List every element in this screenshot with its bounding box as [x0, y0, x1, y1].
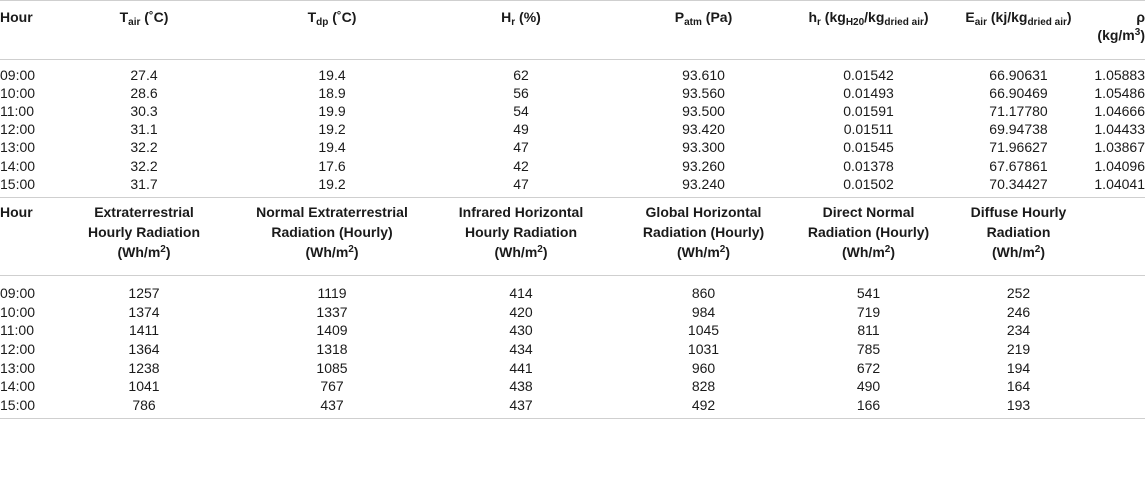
value-cell: 193 — [946, 396, 1091, 419]
value-cell: 70.34427 — [989, 175, 1048, 192]
value-cell: 32.2 — [130, 139, 158, 156]
hour-cell: 12:00 — [0, 341, 36, 358]
value-cell: 66.90469 — [989, 85, 1048, 102]
table-row — [0, 321, 1145, 340]
value-cell: 767 — [320, 378, 344, 395]
value-cell: 93.560 — [682, 85, 725, 102]
value-cell: 56 — [513, 85, 529, 102]
value-cell: 828 — [691, 378, 716, 395]
value-cell: 1409 — [316, 322, 348, 339]
value-cell: 234 — [1006, 322, 1031, 339]
value-cell: 19.2 — [318, 121, 346, 138]
table-row — [0, 340, 1145, 359]
value-cell — [1091, 358, 1145, 377]
value-cell: 490 — [856, 378, 881, 395]
value-cell — [1091, 377, 1145, 396]
hour-cell: 13:00 — [0, 359, 36, 376]
value-cell: 47 — [513, 175, 529, 192]
value-cell: 0.01542 — [843, 67, 894, 84]
table-row — [0, 102, 1145, 120]
table2-header-row — [0, 197, 1145, 275]
col-extraterrestrial-header: Extraterrestrial Hourly Radiation $(Wh/m^2)$ — [87, 203, 200, 260]
col-direct-normal-header: Direct Normal Radiation (Hourly) $(Wh/m^2)$ — [807, 203, 930, 260]
value-cell: 420 — [509, 303, 533, 320]
value-cell: 93.240 — [682, 175, 725, 192]
value-cell: 62 — [513, 67, 529, 84]
col-humidity-ratio-header: $h_r$ $(kg_{H20}/kg_{dried air})$ — [808, 9, 929, 28]
value-cell: 28.6 — [130, 85, 158, 102]
value-cell: 42 — [513, 157, 529, 174]
table-row — [0, 138, 1145, 156]
table-row — [0, 84, 1145, 102]
hour-cell: 12:00 — [0, 121, 36, 138]
value-cell: 31.1 — [130, 121, 158, 138]
value-cell: 860 — [691, 285, 716, 301]
col-empty-header — [1091, 197, 1145, 275]
value-cell: 1.04096 — [1094, 157, 1145, 174]
value-cell: 19.9 — [318, 103, 346, 120]
hour-cell: 15:00 — [0, 175, 36, 192]
value-cell: 31.7 — [130, 175, 158, 192]
value-cell — [1091, 340, 1145, 359]
hour-cell: 13:00 — [0, 139, 36, 156]
value-cell: 672 — [856, 359, 881, 376]
hour-cell: 15:00 — [0, 396, 50, 419]
value-cell: 30.3 — [130, 103, 158, 120]
value-cell: 1119 — [317, 285, 347, 301]
value-cell: 1257 — [128, 285, 160, 301]
col-diffuse-hourly-header: Diffuse Hourly Radiation $(Wh/m^2)$ — [970, 203, 1067, 260]
value-cell: 811 — [857, 322, 880, 339]
value-cell: 246 — [1006, 303, 1031, 320]
value-cell: 1031 — [687, 341, 720, 358]
value-cell: 27.4 — [130, 67, 158, 84]
value-cell: 0.01493 — [843, 85, 894, 102]
value-cell: 93.300 — [682, 139, 725, 156]
hour-cell: 14:00 — [0, 157, 36, 174]
value-cell: 1041 — [128, 378, 160, 395]
value-cell: 17.6 — [318, 157, 346, 174]
value-cell: 1364 — [128, 341, 160, 358]
value-cell: 492 — [616, 396, 791, 419]
value-cell: 0.01545 — [843, 139, 894, 156]
value-cell: 1.05883 — [1094, 67, 1145, 84]
value-cell: 1.04041 — [1094, 175, 1145, 192]
table-row — [0, 377, 1145, 396]
value-cell — [1091, 321, 1145, 340]
value-cell: 0.01502 — [843, 175, 894, 192]
value-cell: 1085 — [316, 359, 348, 376]
table1-header-row — [0, 1, 1145, 60]
value-cell: 71.96627 — [989, 139, 1048, 156]
value-cell: 0.01511 — [843, 121, 894, 138]
value-cell: 19.4 — [318, 139, 346, 156]
col-atmospheric-pressure-header: $P_{atm}$ (Pa) — [674, 9, 733, 28]
table-row — [0, 358, 1145, 377]
value-cell: 1238 — [128, 359, 160, 376]
table-row — [0, 275, 1145, 302]
value-cell: 67.67861 — [989, 157, 1048, 174]
value-cell: 1318 — [316, 341, 348, 358]
value-cell: 434 — [509, 341, 533, 358]
value-cell: 18.9 — [318, 85, 346, 102]
value-cell: 960 — [691, 359, 716, 376]
radiation-table — [0, 197, 1145, 420]
value-cell: 541 — [856, 285, 881, 301]
col-dew-point-header: $T_{dp}$ (˚C) — [307, 9, 357, 28]
table-row — [0, 156, 1145, 174]
value-cell — [1091, 396, 1145, 419]
hour-cell: 11:00 — [0, 322, 34, 339]
value-cell: 437 — [238, 396, 426, 419]
hour-cell: 11:00 — [0, 103, 34, 120]
value-cell: 719 — [856, 303, 881, 320]
table-row — [0, 302, 1145, 321]
value-cell: 785 — [856, 341, 881, 358]
table-row — [0, 396, 1145, 419]
col-density-header: ρ $(kg/m^3)$ — [1097, 9, 1145, 43]
value-cell: 194 — [1006, 359, 1031, 376]
col-air-energy-header: $E_{air}$ $(kj/kg_{dried air})$ — [965, 9, 1072, 28]
col-normal-extraterrestrial-header: Normal Extraterrestrial Radiation (Hourly) $(Wh/m^2)$ — [256, 203, 408, 260]
value-cell: 441 — [509, 359, 533, 376]
value-cell: 32.2 — [130, 157, 158, 174]
table-row — [0, 60, 1145, 85]
value-cell: 93.260 — [682, 157, 725, 174]
table-row — [0, 175, 1145, 197]
value-cell: 1.05486 — [1094, 85, 1145, 102]
table-row — [0, 120, 1145, 138]
value-cell: 0.01591 — [843, 103, 894, 120]
value-cell: 49 — [513, 121, 529, 138]
value-cell: 0.01378 — [843, 157, 894, 174]
value-cell: 1374 — [128, 303, 160, 320]
hour-cell: 14:00 — [0, 378, 36, 395]
value-cell: 166 — [791, 396, 946, 419]
col-hour-header: Hour — [0, 203, 33, 220]
value-cell — [1091, 302, 1145, 321]
value-cell: 1045 — [687, 322, 720, 339]
value-cell: 1.03867 — [1094, 139, 1145, 156]
value-cell — [1091, 275, 1145, 302]
value-cell: 984 — [691, 303, 716, 320]
hour-cell: 10:00 — [0, 85, 36, 102]
value-cell: 786 — [50, 396, 238, 419]
col-infrared-horizontal-header: Infrared Horizontal Hourly Radiation $(Wh/m^2)$ — [458, 203, 584, 260]
value-cell: 414 — [509, 285, 533, 301]
value-cell: 93.420 — [682, 121, 725, 138]
value-cell: 93.500 — [682, 103, 725, 120]
hour-cell: 09:00 — [0, 285, 36, 301]
value-cell: 1.04666 — [1094, 103, 1145, 120]
value-cell: 430 — [509, 322, 533, 339]
hour-cell: 09:00 — [0, 67, 36, 84]
value-cell: 252 — [1006, 285, 1031, 301]
value-cell: 71.17780 — [989, 103, 1048, 120]
value-cell: 66.90631 — [989, 67, 1048, 84]
weather-conditions-table — [0, 0, 1145, 197]
value-cell: 1.04433 — [1094, 121, 1145, 138]
value-cell: 19.4 — [318, 67, 346, 84]
hour-cell: 10:00 — [0, 303, 36, 320]
col-relative-humidity-header: $H_r$ (%) — [501, 9, 541, 28]
value-cell: 164 — [1006, 378, 1031, 395]
value-cell: 19.2 — [318, 175, 346, 192]
value-cell: 219 — [1006, 341, 1031, 358]
value-cell: 1337 — [316, 303, 348, 320]
value-cell: 438 — [509, 378, 533, 395]
col-global-horizontal-header: Global Horizontal Radiation (Hourly) $(Wh/m^2)$ — [642, 203, 765, 260]
value-cell: 69.94738 — [989, 121, 1048, 138]
value-cell: 437 — [426, 396, 616, 419]
col-air-temperature-header: $T_{air}$ (˚C) — [119, 9, 169, 28]
value-cell: 1411 — [128, 322, 160, 339]
value-cell: 47 — [513, 139, 529, 156]
value-cell: 93.610 — [682, 67, 725, 84]
value-cell: 54 — [513, 103, 529, 120]
col-hour-header: Hour — [0, 9, 33, 25]
